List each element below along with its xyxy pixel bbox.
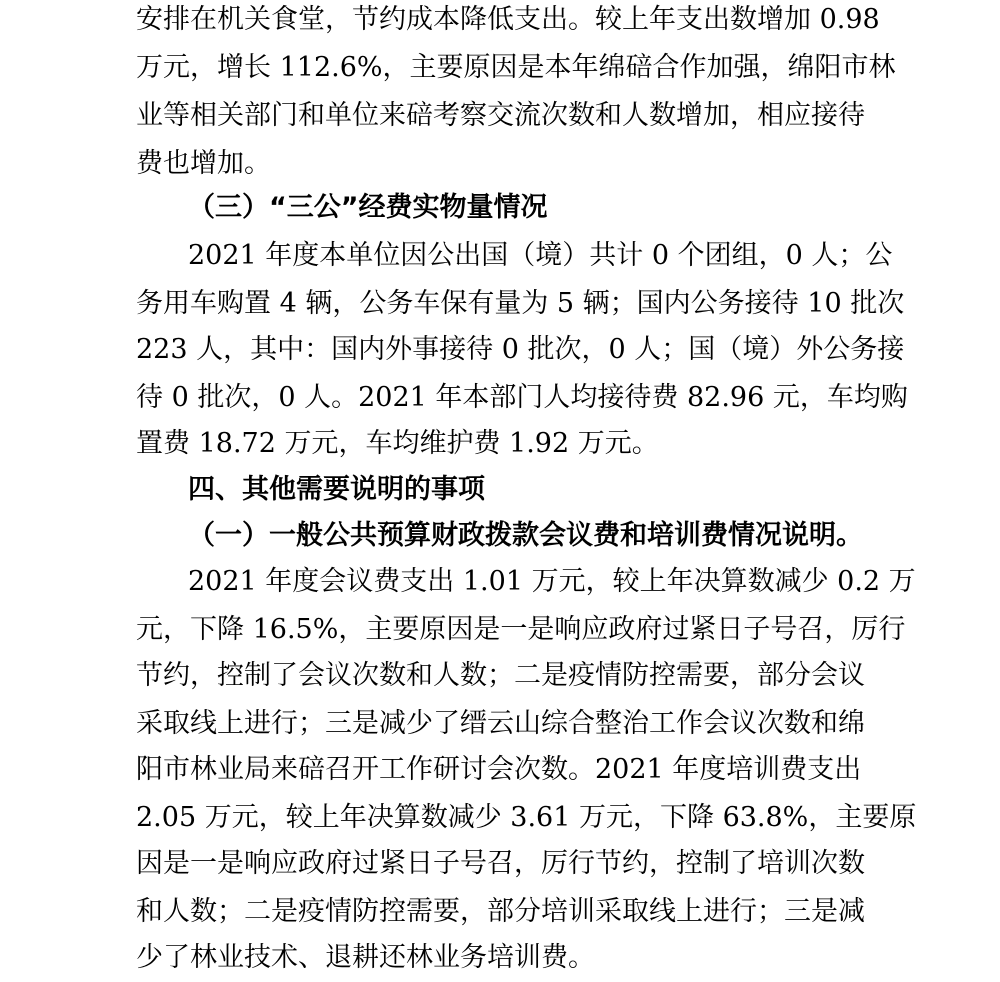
- text-line: 费也增加。: [136, 148, 271, 179]
- text-line: 2021 年度本单位因公出国（境）共计 0 个团组，0 人；公: [188, 240, 893, 271]
- text-line: 223 人，其中：国内外事接待 0 批次，0 人；国（境）外公务接: [136, 334, 905, 365]
- section-heading: （三）“三公”经费实物量情况: [188, 192, 548, 223]
- text-line: 因是一是响应政府过紧日子号召，厉行节约，控制了培训次数: [136, 848, 865, 879]
- text-line: 元，下降 16.5%，主要原因是一是响应政府过紧日子号召，厉行: [136, 614, 906, 645]
- text-line: 和人数；二是疫情防控需要，部分培训采取线上进行；三是减: [136, 896, 865, 927]
- section-heading: 四、其他需要说明的事项: [188, 474, 485, 505]
- subsection-heading: （一）一般公共预算财政拨款会议费和培训费情况说明。: [188, 520, 863, 551]
- text-line: 2021 年度会议费支出 1.01 万元，较上年决算数减少 0.2 万: [188, 566, 916, 597]
- text-line: 务用车购置 4 辆，公务车保有量为 5 辆；国内公务接待 10 批次: [136, 288, 905, 319]
- text-line: 节约，控制了会议次数和人数；二是疫情防控需要，部分会议: [136, 660, 865, 691]
- text-line: 待 0 批次，0 人。2021 年本部门人均接待费 82.96 元，车均购: [136, 382, 908, 413]
- text-line: 万元，增长 112.6%，主要原因是本年绵碚合作加强，绵阳市林: [136, 52, 896, 83]
- text-line: 业等相关部门和单位来碚考察交流次数和人数增加，相应接待: [136, 100, 865, 131]
- text-line: 少了林业技术、退耕还林业务培训费。: [136, 942, 595, 973]
- text-line: 阳市林业局来碚召开工作研讨会次数。2021 年度培训费支出: [136, 754, 862, 785]
- text-line: 置费 18.72 万元，车均维护费 1.92 万元。: [136, 428, 659, 459]
- text-line: 安排在机关食堂，节约成本降低支出。较上年支出数增加 0.98: [136, 4, 880, 35]
- text-line: 2.05 万元，较上年决算数减少 3.61 万元，下降 63.8%，主要原: [136, 802, 917, 833]
- text-line: 采取线上进行；三是减少了缙云山综合整治工作会议次数和绵: [136, 708, 865, 739]
